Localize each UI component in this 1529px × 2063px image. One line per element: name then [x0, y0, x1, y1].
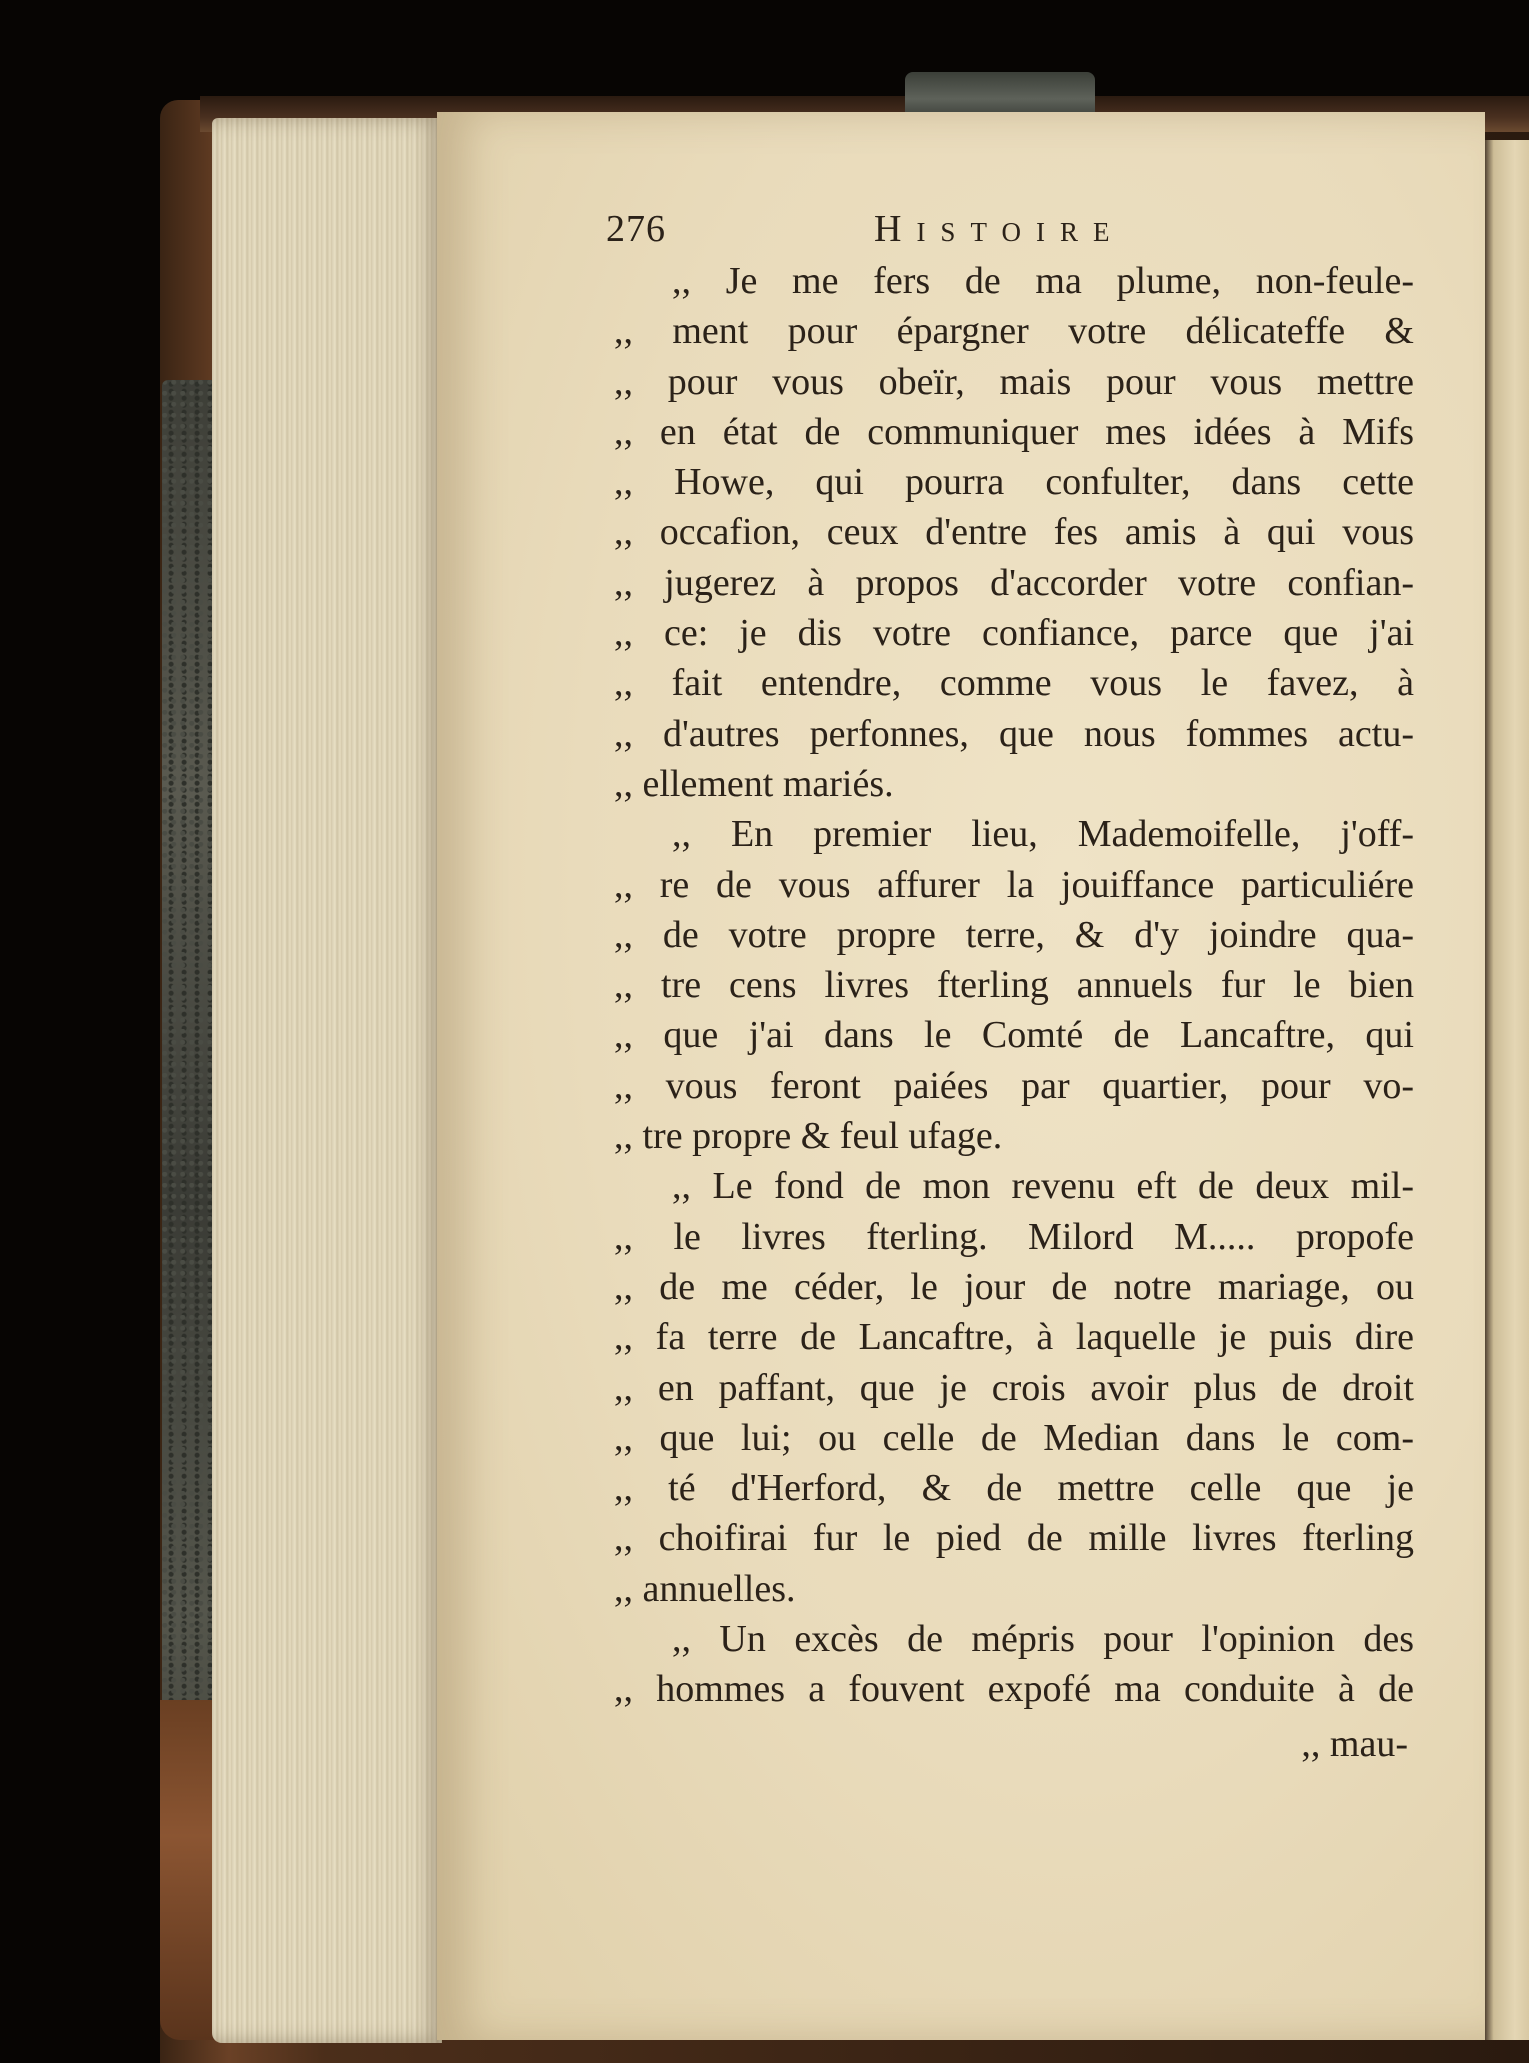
text-line: ,, ce: je dis votre confiance, parce que j'ai	[614, 612, 1414, 655]
text-line: ,, fait entendre, comme vous le favez, à	[614, 662, 1414, 705]
text-line: ,, choifirai fur le pied de mille livres fterling	[614, 1517, 1414, 1560]
text-line: ,, En premier lieu, Mademoifelle, j'off-	[672, 813, 1414, 856]
text-line: ,, Je me fers de ma plume, non-feule-	[672, 260, 1414, 302]
page-header	[606, 200, 1414, 252]
text-line: ,, Le fond de mon revenu eft de deux mil-	[672, 1165, 1414, 1208]
running-head: Histoire	[874, 208, 1125, 250]
text-line: ,, pour vous obeïr, mais pour vous mettre	[614, 360, 1414, 403]
text-line: ,, d'autres perfonnes, que nous fommes actu-	[614, 712, 1414, 755]
catchword: ,, mau-	[1301, 1722, 1408, 1765]
facing-page-edge	[1482, 140, 1529, 2040]
page-edges	[212, 118, 442, 2043]
text-line: ,, de me céder, le jour de notre mariage, ou	[614, 1265, 1414, 1308]
text-line: ,, hommes a fouvent expofé ma conduite à de	[614, 1668, 1414, 1711]
text-line: ,, ellement mariés.	[614, 762, 894, 805]
text-line: ,, en paffant, que je crois avoir plus de droit	[614, 1366, 1414, 1409]
page-text	[606, 200, 1414, 1769]
text-line: ,, fa terre de Lancaftre, à laquelle je puis dire	[614, 1316, 1414, 1359]
text-line: ,, tre cens livres fterling annuels fur le bien	[614, 964, 1414, 1007]
text-line: ,, vous feront paiées par quartier, pour vo-	[614, 1064, 1414, 1107]
text-line: ,, le livres fterling. Milord M..... propofe	[614, 1215, 1414, 1258]
text-line: ,, ment pour épargner votre délicateffe &	[614, 310, 1414, 353]
page-number: 276	[606, 208, 666, 250]
text-line: ,, que j'ai dans le Comté de Lancaftre, qui	[614, 1014, 1414, 1057]
text-line: ,, Howe, qui pourra confulter, dans cette	[614, 461, 1414, 504]
text-line: ,, occafion, ceux d'entre fes amis à qui vous	[614, 511, 1414, 554]
text-line: ,, Un excès de mépris pour l'opinion des	[672, 1618, 1414, 1661]
text-line: ,, re de vous affurer la jouiffance particuliére	[614, 863, 1414, 906]
text-line: ,, en état de communiquer mes idées à Mifs	[614, 410, 1414, 453]
text-line: ,, tre propre & feul ufage.	[614, 1115, 1003, 1158]
text-line: ,, que lui; ou celle de Median dans le com-	[614, 1416, 1414, 1459]
text-line: ,, annuelles.	[614, 1567, 796, 1610]
text-line: ,, té d'Herford, & de mettre celle que je	[614, 1467, 1414, 1510]
text-line: ,, jugerez à propos d'accorder votre confian-	[614, 561, 1414, 604]
text-line: ,, de votre propre terre, & d'y joindre qua-	[614, 913, 1414, 956]
